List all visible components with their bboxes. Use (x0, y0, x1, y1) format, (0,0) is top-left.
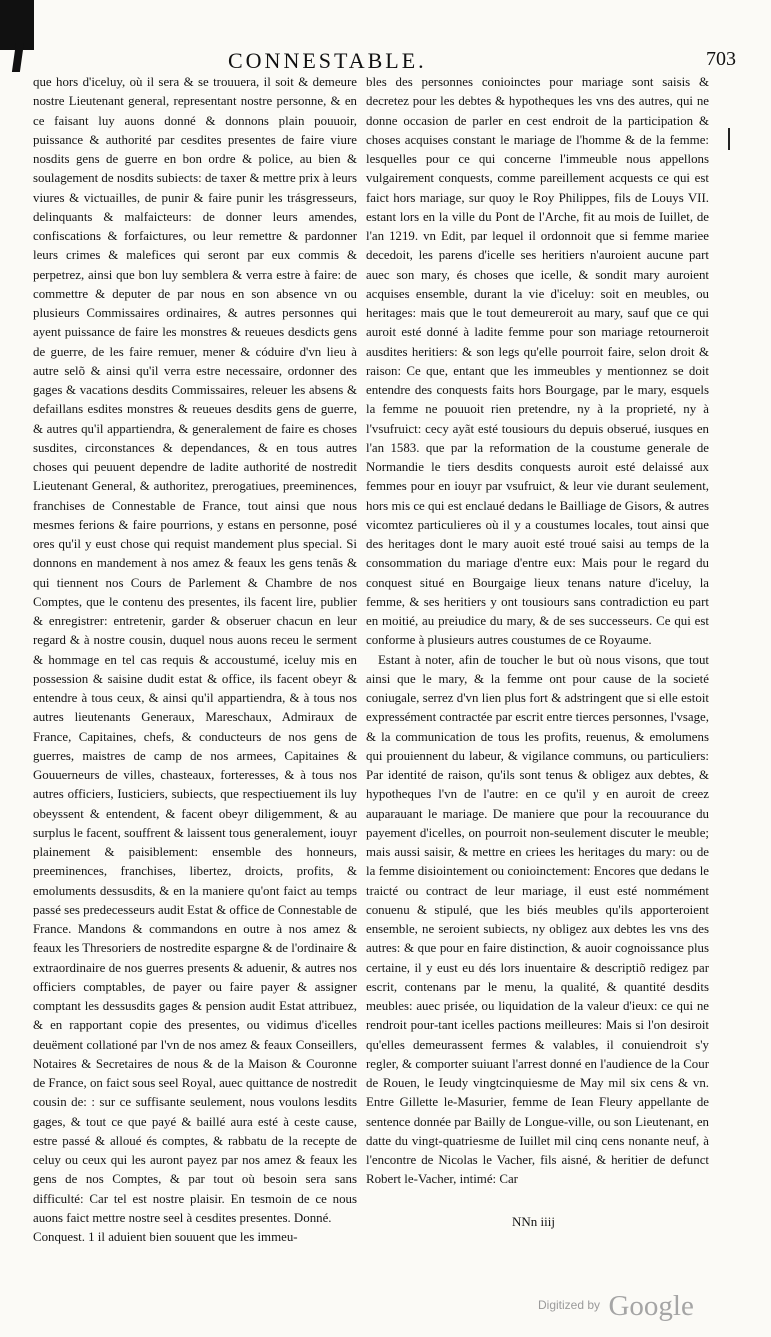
digitized-footer (538, 1290, 694, 1323)
left-paragraph-1: que hors d'iceluy, où il sera & se trouuera, il soit & demeure nostre Lieutenant general, representant nostre personne, & en ce faisant luy auons donné & donnons plain pouuoir, puissance & authorité par cesdites presentes de faire viure nosdits gens de guerre en bon ordre & police, au bien & soulagement de nosdits subiects: de taxer & mettre prix à leurs viures & victuailles, de punir & faire punir les trásgresseurs, delinquants & malfaicteurs: de donner leurs amendes, confiscations & forfaictures, ou leur remettre & pardonner leurs crimes & malefices qui seront par eux commis & perpetrez, ainsi que bon luy semblera & verra estre à faire: de commettre & deputer de par nous en son absence vn ou plusieurs Commissaires ordinaires, & autres personnes qui ayent puissance de faire les monstres & reueues desdicts gens de guerre, de les faire remuer, mener & códuire d'vn lieu à autre selõ & ainsi qu'il verra estre necessaire, ordonner des gages & vacations desdits Commissaires, releuer les absens & defaillans esdites monstres & reueues desdits gens de guerre, & autres qu'il appartiendra, & generalement de faire es choses susdites, circonstances & dependances, & en tous autres choses qui peuuent dependre de ladite authorité de nostredit Lieutenant General, & authoritez, prerogatiues, preeminences, franchises de Connestable de France, tout ainsi que nous mesmes ferions & faire pourrions, y estans en personne, posé ores qu'il y eust chose qui requist mandement plus special. Si donnons en mandement à nos amez & feaux les gens tenãs & qui tiennent nos Cours de Parlement & Chambre de nos Comptes, que le contenu des presentes, ils facent lire, publier & enregistrer: entretenir, garder & obseruer chacun en leur regard & à nostre cousin, duquel nous auons receu le serment & hommage en tel cas requis & accoustumé, iceluy mis en possession & saisine dudit estat & office, ils facent obeyr & entendre à tous ceux, & ainsi qu'il appartiendra, & à tous nos autres lieutenants Generaux, Mareschaux, Admiraux de France, Capitaines, chefs, & conducteurs de nos gens de guerres, maistres de camp de nos armees, Capitaines & Gouuerneurs de villes, chasteaux, forteresses, & à tous nos autres officiers, Iusticiers, subiects, que respectiuement ils luy obeyssent & entendent, & facent obeyr diligemment, & au surplus le facent, souffrent & laissent tous generalement, iouyr plainement & paisiblement: ensemble des honneurs, preeminences, franchises, libertez, droicts, profits, & emoluments dessusdits, & en la maniere qu'ont faict au temps passé ses predecesseurs audit Estat & office de Connestable de France. Mandons & commandons en outre à nos amez & feaux les Thresoriers de nostredite espargne & de l'ordinaire & extraordinaire de nos guerres presents & aduenir, & autres nos officiers comptables, de payer ou faire payer & assigner comptant les dessusdits gages & pension audit Estat attribuez, & en rapportant copie des presentes, ou vidimus d'icelles deuëment collationé par l'vn de nos amez & feaux Conseillers, Notaires & Secretaires de nous & de la Maison & Couronne de France, on faict sous seel Royal, auec quittance de nostredit cousin de: : sur ce suffisante seulement, nous voulons lesdits gages, & tout ce que payé & baillé aura esté à ceste cause, estre passé & alloué és comptes, & rabbatu de la recepte de celuy ou ceux qui les auront payez par nos amez & feaux les gens de nos Comptes, & par tout où besoin sera sans difficulté: Car tel est nostre plaisir. En tesmoin de ce nous auons faict mettre nostre seel à cesdites presentes. Donné. (33, 75, 357, 1225)
margin-stroke (728, 128, 730, 150)
running-title: CONNESTABLE. (228, 48, 427, 73)
right-column (366, 73, 709, 1190)
right-paragraph-2: Estant à noter, afin de toucher le but où nous visons, que tout ainsi que le mary, & la femme ont pour cause de la societé coniugale, serrez d'vn lien plus fort & adstringent que si elle estoit expressément contractée par escrit entre tierces personnes, l'vsage, & la communication de tous les profits, reuenus, & emolumens qui prouiennent du labeur, & vigilance communs, ou particuliers: Par identité de raison, qu'ils sont tenus & obligez aux debtes, & hypotheques l'vn de l'autre: en ce qu'il y en auroit de creez auparauant le mariage. De maniere que pour la recouurance du payement d'icelles, on pourroit non-seulement discuter le meuble; mais aussi saisir, & mettre en criees les heritages du mary: ou de la femme disiointement ou conioinctement: Encores que dedans le traicté ou contract de leur mariage, il eust esté nommément conuenu & stipulé, que les biés meubles qu'ils apporteroient ensemble, ne seroient subiects, ny obligez aux debtes les vns des autres: & que pour en faire distinction, & auoir cognoissance plus certaine, il y eust eu dés lors inuentaire & descriptiõ redigez par escrit, contenans par le menu, la qualité, & quantité desdits meubles: auec prisée, ou liquidation de la valeur d'ieux: ce qui ne rendroit pour-tant icelles pactions meilleures: Mais si l'on desiroit qu'elles demeurassent fermes & valables, il conuiendroit s'y regler, & comporter suiuant l'arrest donné en l'audience de la Cour de Rouen, le Ieudy vingtcinquiesme de May mil six cens & vn. Entre Gillette le-Masurier, femme de Iean Fleury appellante de sentence donnée par Bailly de Longue-ville, ou son Lieutenant, en datte du vingt-quatriesme de Iuillet mil cinq cens nonante neuf, à l'encontre de Nicolas le Vacher, fils aisné, & heritier de defunct Robert le-Vacher, intimé: Car (366, 652, 709, 1187)
black-corner-mark (0, 0, 34, 50)
signature-mark: NNn iiij (512, 1214, 555, 1229)
page-header (0, 48, 771, 74)
left-column (33, 73, 357, 1247)
page-number: 703 (706, 48, 736, 70)
left-paragraph-2: Conquest. 1 il aduient bien souuent que les immeu- (33, 1230, 298, 1244)
google-logo: Google (608, 1290, 694, 1322)
right-paragraph-1: bles des personnes conioinctes pour mariage sont saisis & decretez pour les debtes & hypotheques les vns des autres, qui ne donne occasion de parler en cest endroit de la participation & choses acquises constant le mariage de l'homme & de la femme: lesquelles pour ce qui concerne l'immeuble nous appellons vulgairement conquests, comme pareillement acquests ce qui est faict hors mariage, sur quoy le Roy Philippes, fils de Louys VII. estant lors en la ville du Pont de l'Arche, fit au mois de Iuillet, de l'an 1219. vn Edit, par lequel il ordonnoit que si femme mariee decedoit, les parens d'icelle ses heritiers n'auroient aucune part auec son mary, és choses que icelle, & sondit mary auroient acquises ensemble, durant la vie d'iceluy: soit en meubles, ou heritages: mais que le tout demeureroit au mary, sauf que ce qui auroit esté donné à ladite femme pour son mariage retourneroit ausdites heritiers: & son legs qu'elle pourroit faire, selon droit & raison: Ce que, entant que les immeubles y mentionnez se doit entendre des conquests faits hors Bourgage, par le mary, esquels la femme ne pouuoit rien pretendre, ny à la proprieté, ny à l'vsufruict: cecy ayãt esté tousiours du depuis obserué, iusques en l'an 1583. que par la reformation de la coustume generale de Normandie le tiers desdits conquests auroit esté delaissé aux femmes pour en iouyr par vsufruict, & leur vie durant seulement, hors mis ce qui est enclaué dedans le Bailliage de Gisors, & autres vicomtez particulieres où il y a coustumes locales, tout ainsi que des heritages dont le mary auoit esté troué saisi au temps de la consommation du mariage d'entre eux: Mais pour le regard du conquest situé en Bourgaige lieux tenans nature d'iceluy, la femme, & ses heritiers y ont tousiours sans contradiction eu part en moitié, au preiudice du mary, & de ses successeurs. Ce qui est conforme à plusieurs autres coustumes de ce Royaume. (366, 75, 709, 648)
digitized-by-text: Digitized by (538, 1298, 601, 1312)
